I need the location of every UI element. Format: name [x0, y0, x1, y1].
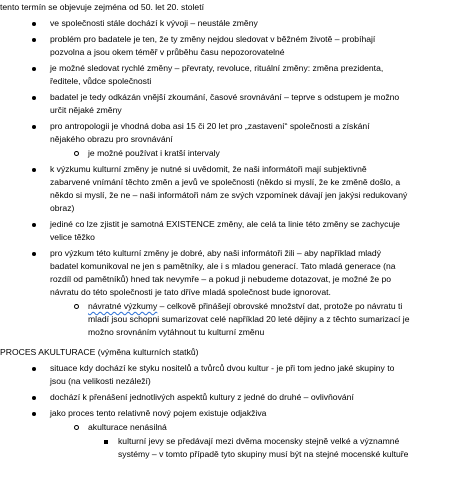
- bullet-item: [50, 247, 381, 260]
- bullet-dot: [32, 412, 36, 416]
- bullet-dot: [32, 168, 36, 172]
- sub-bullet-text: možno srovnáním vytáhnout tu kulturní změnu: [88, 327, 265, 337]
- bullet-item: [50, 163, 367, 176]
- bullet-text: jako proces tento relativně nový pojem existuje odjakživa: [50, 408, 267, 418]
- section-heading: [0, 346, 199, 359]
- bullet-dot: [32, 396, 36, 400]
- subsub-bullet-text: kulturní jevy se předávají mezi dvěma mocensky stejně velké a významné: [118, 436, 400, 446]
- bullet-continuation: [50, 46, 285, 59]
- bullet-text: určit nějaké změny: [50, 105, 122, 115]
- bullet-item: [50, 62, 383, 75]
- bullet-item: [50, 120, 370, 133]
- bullet-dot: [32, 252, 36, 256]
- bullet-text: někdo si myslí, že ne – naši informátoři nám ze svých vzpomínek dávají jen jakýsi redukovaný: [50, 190, 408, 200]
- bullet-dot: [32, 67, 36, 71]
- sub-bullet-circle: [74, 304, 79, 309]
- bullet-text: pro výzkum této kulturní změny je dobré, aby naši informátoři žili – aby například mladý: [50, 248, 382, 258]
- bullet-text: je možné sledovat rychlé změny – převraty, revoluce, rituální změny: změna prezidenta,: [50, 63, 384, 73]
- bullet-text: badatel je tedy odkázán vnější zkoumání, časové srovnávání – teprve s odstupem je možno: [50, 92, 400, 102]
- bullet-continuation: [50, 375, 151, 388]
- sub-bullet-circle: [74, 151, 79, 156]
- section-heading-text: PROCES AKULTURACE (výměna kulturních statků): [0, 347, 199, 357]
- bullet-text: návratu do této společnosti je tato dříve mladá společnost bude ignorovat.: [50, 287, 331, 297]
- bullet-text: zabarvené vnímání těchto změn a jevů ve společnosti (někdo si myslí, že ke změně došlo, a: [50, 177, 401, 187]
- bullet-continuation: [50, 260, 396, 273]
- bullet-item: [50, 391, 354, 404]
- bullet-dot: [32, 367, 36, 371]
- bullet-continuation: [50, 202, 74, 215]
- sub-bullet-item: [88, 421, 167, 434]
- bullet-continuation: [50, 176, 400, 189]
- bullet-text: badatel komunikoval ne jen s pamětníky, ale i s mladou generací. Tato mladá generace (na: [50, 261, 396, 271]
- bullet-continuation: [50, 286, 331, 299]
- intro-text: tento termín se objevuje zejména od 50. let 20. století: [0, 2, 204, 12]
- bullet-text: situace kdy dochází ke styku nositelů a tvůrců dvou kultur - je při tom jedno jaké skupiny to: [50, 363, 395, 373]
- intro-line: [0, 1, 204, 14]
- bullet-text: nějakého obrazu pro srovnávání: [50, 134, 173, 144]
- bullet-continuation: [50, 104, 122, 117]
- bullet-item: [50, 17, 258, 30]
- bullet-item: [50, 407, 266, 420]
- bullet-dot: [32, 38, 36, 42]
- bullet-dot: [32, 96, 36, 100]
- bullet-item: [50, 33, 375, 46]
- subsub-bullet-text: systémy – v tomto případě tyto skupiny musí být na stejné mocenské kultuře: [118, 449, 409, 459]
- sub-bullet-text: akulturace nenásilná: [88, 422, 167, 432]
- sub-bullet-text: – celkově přinášejí obrovské množství dat, protože po návratu ti: [157, 301, 403, 311]
- bullet-text: ve společnosti stále dochází k vývoji – neustále změny: [50, 18, 258, 28]
- bullet-text: jsou (na velikosti nezáleží): [50, 376, 151, 386]
- bullet-text: ředitele, vůdce společnosti: [50, 76, 152, 86]
- sub-bullet-continuation: [88, 326, 264, 339]
- bullet-text: velice těžko: [50, 232, 95, 242]
- sub-bullet-circle: [74, 425, 79, 430]
- bullet-continuation: [50, 189, 407, 202]
- bullet-item: [50, 91, 399, 104]
- sub-bullet-text: je možné používat i kratší intervaly: [88, 148, 220, 158]
- subsub-bullet-square: [104, 440, 108, 444]
- bullet-item: [50, 362, 394, 375]
- bullet-text: rozdíl od pamětníků) hned tak nevymře – a pokud ji nebudeme dotazovat, je možné že po: [50, 274, 392, 284]
- bullet-continuation: [50, 75, 151, 88]
- spellcheck-word: návratné výzkumy: [88, 301, 158, 311]
- bullet-continuation: [50, 133, 173, 146]
- bullet-item: [50, 218, 400, 231]
- subsub-bullet-item: [118, 435, 399, 448]
- bullet-text: dochází k přenášení jednotlivých aspektů kultury z jedné do druhé – ovlivňování: [50, 392, 354, 402]
- sub-bullet-item: [88, 300, 402, 313]
- subsub-bullet-continuation: [118, 448, 408, 461]
- sub-bullet-item: [88, 147, 220, 160]
- sub-bullet-continuation: [88, 313, 409, 326]
- bullet-text: pozvolna a jsou okem téměř v průběhu času nepozorovatelné: [50, 47, 285, 57]
- bullet-continuation: [50, 273, 391, 286]
- bullet-dot: [32, 22, 36, 26]
- sub-bullet-text: mladí jsou schopni sumarizovat celé například 20 leté dějiny a z těchto sumarizací je: [88, 314, 410, 324]
- bullet-dot: [32, 125, 36, 129]
- bullet-continuation: [50, 231, 95, 244]
- bullet-text: jediné co lze zjistit je samotná EXISTENCE změny, ale celá ta linie této změny se zachycuje: [50, 219, 400, 229]
- bullet-dot: [32, 223, 36, 227]
- bullet-text: obraz): [50, 203, 75, 213]
- bullet-text: pro antropologii je vhodná doba asi 15 či 20 let pro „zastavení“ společnosti a získání: [50, 121, 370, 131]
- bullet-text: problém pro badatele je ten, že ty změny nejdou sledovat v běžném životě – probíhají: [50, 34, 376, 44]
- bullet-text: k výzkumu kulturní změny je nutné si uvědomit, že naši informátoři mají subjektivně: [50, 164, 367, 174]
